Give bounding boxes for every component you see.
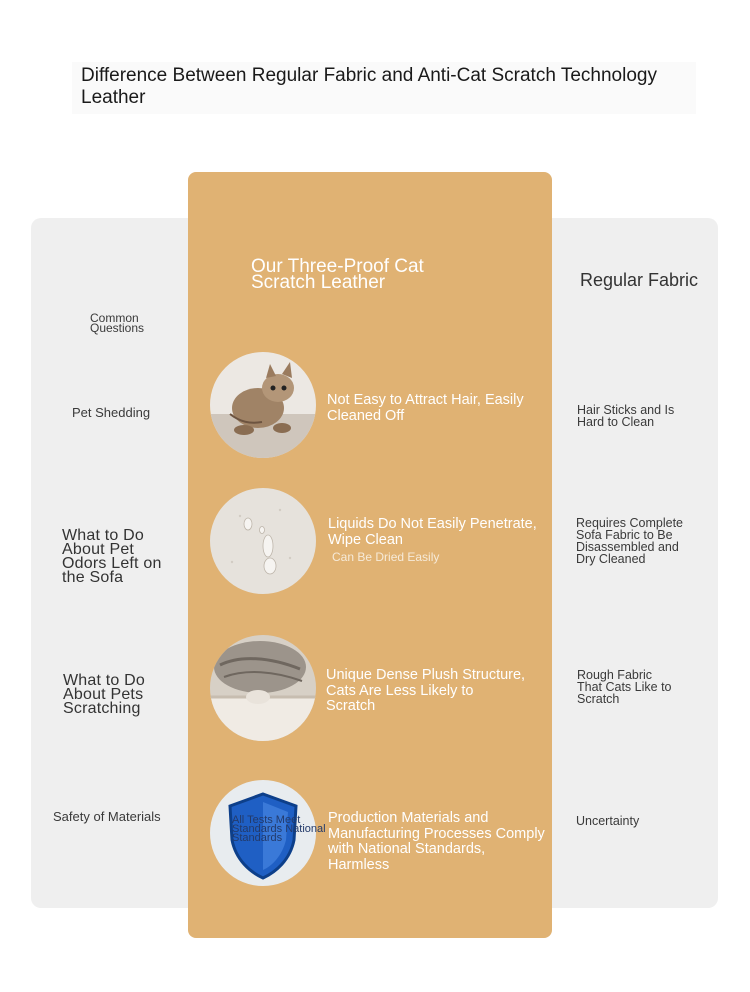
page-title: Difference Between Regular Fabric and Anti-Cat Scratch Technology Leather: [72, 62, 696, 114]
cat-photo-icon: [210, 352, 316, 458]
cat-paw-photo-icon: [210, 635, 316, 741]
regular-material-safety: Uncertainty: [576, 814, 640, 828]
ours-material-safety: Production Materials and Manufacturing Processes Comply with National Standards, Harmless: [328, 810, 545, 873]
regular-pets-scratching: Rough Fabric That Cats Like to Scratch: [577, 668, 672, 706]
question-pets-scratching: What to Do About Pets Scratching: [63, 672, 146, 717]
shield-badge-text: All Tests Meet Standards National Standards: [232, 814, 326, 844]
question-pet-odors: What to Do About Pet Odors Left on the Sofa: [62, 527, 162, 586]
ours-pet-odors: Liquids Do Not Easily Penetrate, Wipe Clean: [328, 516, 537, 548]
header-common-questions: Common Questions: [90, 311, 145, 335]
regular-pet-odors: Requires Complete Sofa Fabric to Be Disassembled and Dry Cleaned: [576, 516, 683, 566]
header-regular-fabric: Regular Fabric: [580, 270, 699, 290]
question-pet-shedding: Pet Shedding: [72, 405, 151, 420]
ours-pets-scratching: Unique Dense Plush Structure, Cats Are Less Likely to Scratch: [326, 667, 526, 714]
ours-pet-odors-sub: Can Be Dried Easily: [332, 550, 440, 564]
header-our-leather: Our Three-Proof Cat Scratch Leather: [251, 256, 424, 293]
question-material-safety: Safety of Materials: [53, 809, 161, 824]
regular-pet-shedding: Hair Sticks and Is Hard to Clean: [577, 403, 675, 429]
ours-pet-shedding: Not Easy to Attract Hair, Easily Cleaned Off: [327, 392, 524, 424]
water-drops-photo-icon: [210, 488, 316, 594]
